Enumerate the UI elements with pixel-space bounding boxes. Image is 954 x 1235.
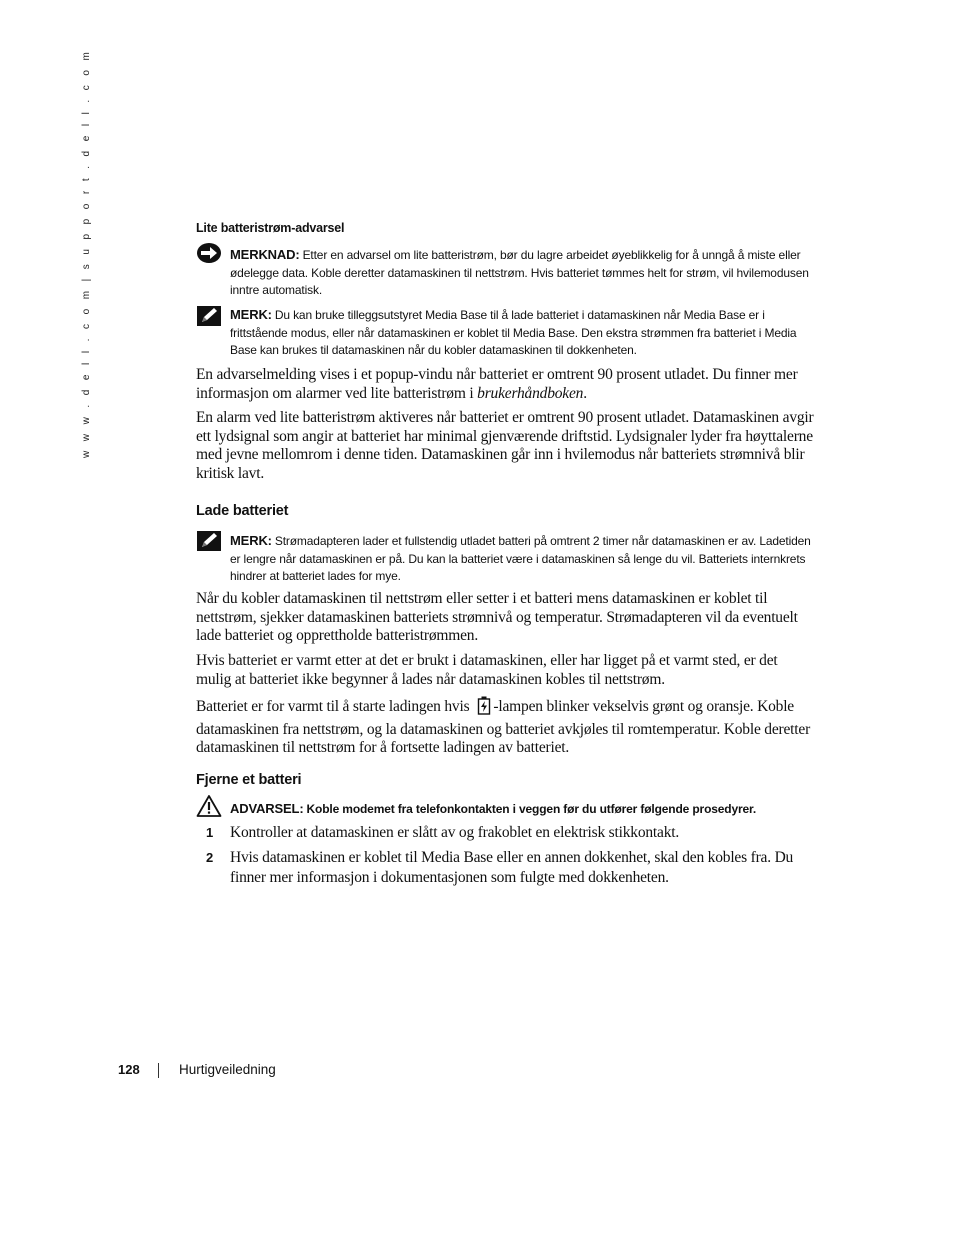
paragraph-battery-warm: Hvis batteriet er varmt etter at det er brukt i datamaskinen, eller har ligget på et varmt sted, er det mulig at batteriet ikke begynner å lades når datamaskinen kobles til nettstrøm.	[196, 652, 778, 688]
note-pencil-icon	[196, 305, 222, 332]
note-pencil-icon	[196, 530, 222, 557]
battery-charge-icon	[477, 696, 491, 721]
footer-divider	[158, 1063, 159, 1078]
section-title-charging: Lade batteriet	[196, 503, 289, 519]
notice-label: MERKNAD:	[230, 247, 300, 262]
manual-title: brukerhåndboken	[477, 384, 584, 402]
note-label: MERK:	[230, 307, 272, 322]
step-number: 1	[206, 825, 214, 840]
page-number: 128	[118, 1062, 140, 1077]
notice-text: Etter en advarsel om lite batteristrøm, bør du lagre arbeidet øyeblikkelig for å unngå å miste eller ødelegge data. Koble deretter datamaskinen til nettstrøm. Hvis batteriet tømmes helt for strøm, vil hvilemodusen inntre automatisk.	[230, 248, 809, 297]
paragraph-battery-light: Batteriet er for varmt til å starte ladingen hvis -lampen blinker vekselvis grønt og oransje. Koble datamaskinen fra nettstrøm, og la datamaskinen og batteriet avkjøles til romtemperatur. Koble deretter datamaskinen til nettstrøm for å fortsette ladingen av batteriet.	[196, 698, 811, 757]
step-text: Hvis datamaskinen er koblet til Media Base eller en annen dokkenhet, skal den kobles fra. Du finner mer informasjon i dokumentasjonen som fulgte med dokkenheten.	[230, 849, 794, 886]
note-text: Strømadapteren lader et fullstendig utladet batteri på omtrent 2 timer når datamaskinen er av. Ladetiden er lengre når datamaskinen er på. Du kan la batteriet være i datamaskinen så lenge du vil. Batteriets internkrets hindrer at batteriet lades for mye.	[230, 534, 811, 583]
caution-label: ADVARSEL:	[230, 801, 304, 816]
paragraph-popup-warning: En advarselmelding vises i et popup-vindu når batteriet er omtrent 90 prosent utladet. Du finner mer informasjon om alarmer ved lite batteristrøm i brukerhåndboken.	[196, 366, 798, 402]
caution-triangle-icon	[196, 794, 222, 823]
section-title-low-battery: Lite batteristrøm-advarsel	[196, 221, 345, 235]
notice-low-battery	[230, 246, 815, 300]
note-media-base	[230, 306, 815, 360]
step-text: Kontroller at datamaskinen er slått av og frakoblet en elektrisk stikkontakt.	[230, 824, 680, 841]
note-charging-time	[230, 532, 815, 586]
paragraph-charging-check: Når du kobler datamaskinen til nettstrøm eller setter i et batteri mens datamaskinen er koblet til nettstrøm, sjekker datamaskinen batteriets strømnivå og temperatur. Strømadapteren vil da eventuelt lade batteriet og opprettholde batteristrømmen.	[196, 590, 798, 645]
section-title-remove-battery: Fjerne et batteri	[196, 772, 302, 788]
footer-title: Hurtigveiledning	[179, 1062, 276, 1077]
step-number: 2	[206, 850, 214, 865]
note-text: Du kan bruke tilleggsutstyret Media Base til å lade batteriet i datamaskinen når Media Base er i frittstående modus, eller når datamaskinen er koblet til Media Base. Den ekstra strømmen fra batteriet i Media Base kan brukes til datamaskinen når du kobler datamaskinen til dokkenheten.	[230, 308, 797, 357]
sidebar-url: w w w . d e l l . c o m | s u p p o r t . d e l l . c o m	[81, 48, 92, 458]
paragraph-battery-alarm: En alarm ved lite batteristrøm aktiveres når batteriet er omtrent 90 prosent utladet. Datamaskinen avgir ett lydsignal som angir at batteriet har minimal gjenværende driftstid. Lydsignaler lyder fra høyttalerne med jevne mellomrom i denne tiden. Datamaskinen går inn i hvilemodus når batteriets strømnivå blir kritisk lavt.	[196, 409, 814, 482]
caution-modem	[230, 800, 815, 819]
note-label: MERK:	[230, 533, 272, 548]
notice-arrow-icon	[196, 242, 222, 269]
caution-text: Koble modemet fra telefonkontakten i veggen før du utfører følgende prosedyrer.	[306, 802, 757, 816]
